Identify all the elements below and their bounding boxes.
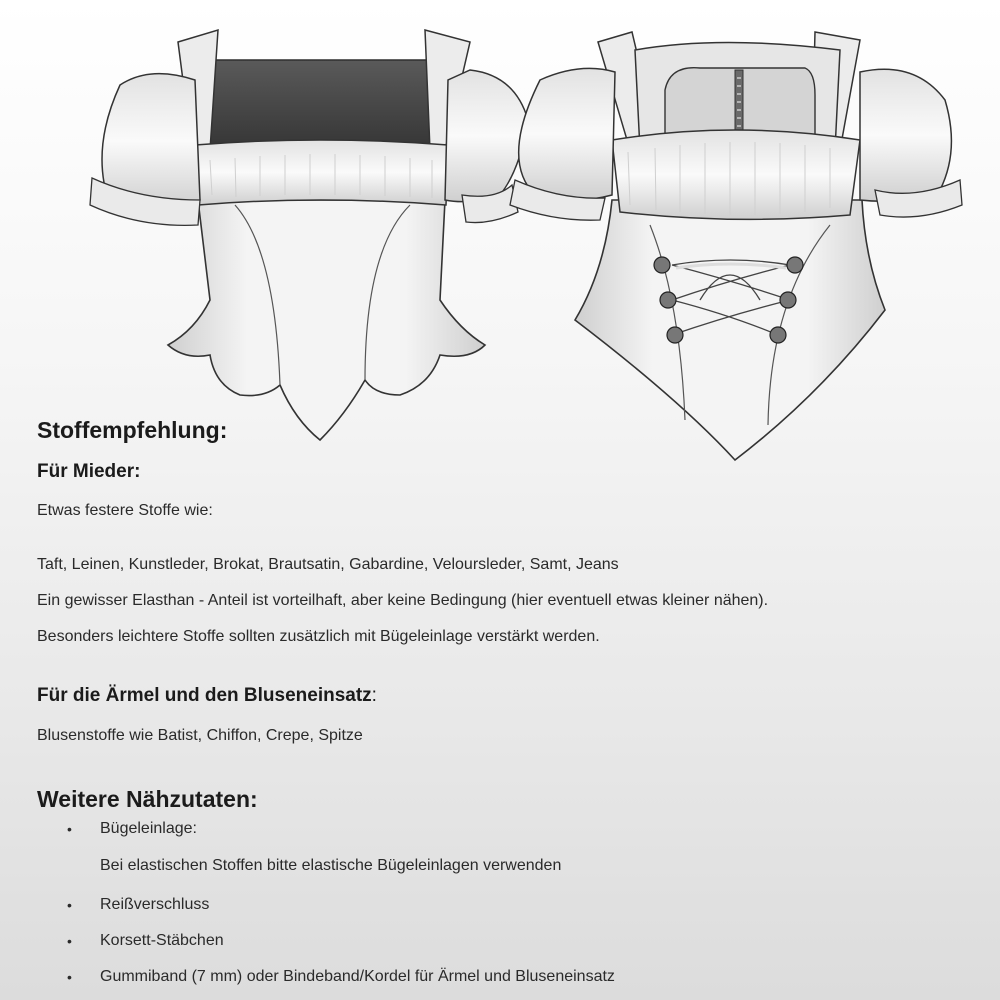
section-title-fabric-recommendation: Stoffempfehlung:: [37, 417, 228, 443]
front-view-ruffle: [612, 130, 860, 219]
heading-sleeves-insert-colon: :: [371, 685, 377, 706]
bodice-interfacing-note: Besonders leichtere Stoffe sollten zusätzlich mit Bügeleinlage verstärkt werden.: [37, 628, 600, 645]
bullet-icon: •: [67, 821, 72, 837]
heading-sleeves-insert: [37, 685, 377, 707]
front-view-left-sleeve: [519, 68, 615, 200]
front-view-right-sleeve: [860, 69, 951, 201]
bodice-fabric-list: Taft, Leinen, Kunstleder, Brokat, Brautsatin, Gabardine, Veloursleder, Samt, Jeans: [37, 556, 619, 573]
notion-item-interfacing-note: Bei elastischen Stoffen bitte elastische Bügeleinlagen verwenden: [100, 857, 562, 874]
back-view-garment: [90, 30, 528, 440]
bullet-icon: •: [67, 897, 72, 913]
back-view-bodice: [168, 200, 485, 440]
bodice-elastane-note: Ein gewisser Elasthan - Anteil ist vorteilhaft, aber keine Bedingung (hier eventuell etwas kleiner nähen).: [37, 592, 769, 609]
sleeves-fabric-list: Blusenstoffe wie Batist, Chiffon, Crepe, Spitze: [37, 727, 363, 744]
notion-item-elastic: Gummiband (7 mm) oder Bindeband/Kordel für Ärmel und Bluseneinsatz: [100, 968, 615, 985]
notion-item-zipper: Reißverschluss: [100, 896, 210, 913]
bodice-intro: Etwas festere Stoffe wie:: [37, 502, 213, 519]
front-view-garment: [510, 32, 962, 460]
front-view-bodice: [575, 200, 885, 460]
bullet-icon: •: [67, 969, 72, 985]
heading-bodice: Für Mieder:: [37, 461, 141, 482]
back-view-interior: [205, 60, 435, 150]
notion-item-interfacing: Bügeleinlage:: [100, 820, 197, 837]
garment-illustration: [0, 0, 1000, 470]
bullet-icon: •: [67, 933, 72, 949]
heading-sleeves-insert-text: Für die Ärmel und den Bluseneinsatz: [37, 685, 372, 706]
section-title-notions: Weitere Nähzutaten:: [37, 786, 258, 812]
notion-item-boning: Korsett-Stäbchen: [100, 932, 224, 949]
